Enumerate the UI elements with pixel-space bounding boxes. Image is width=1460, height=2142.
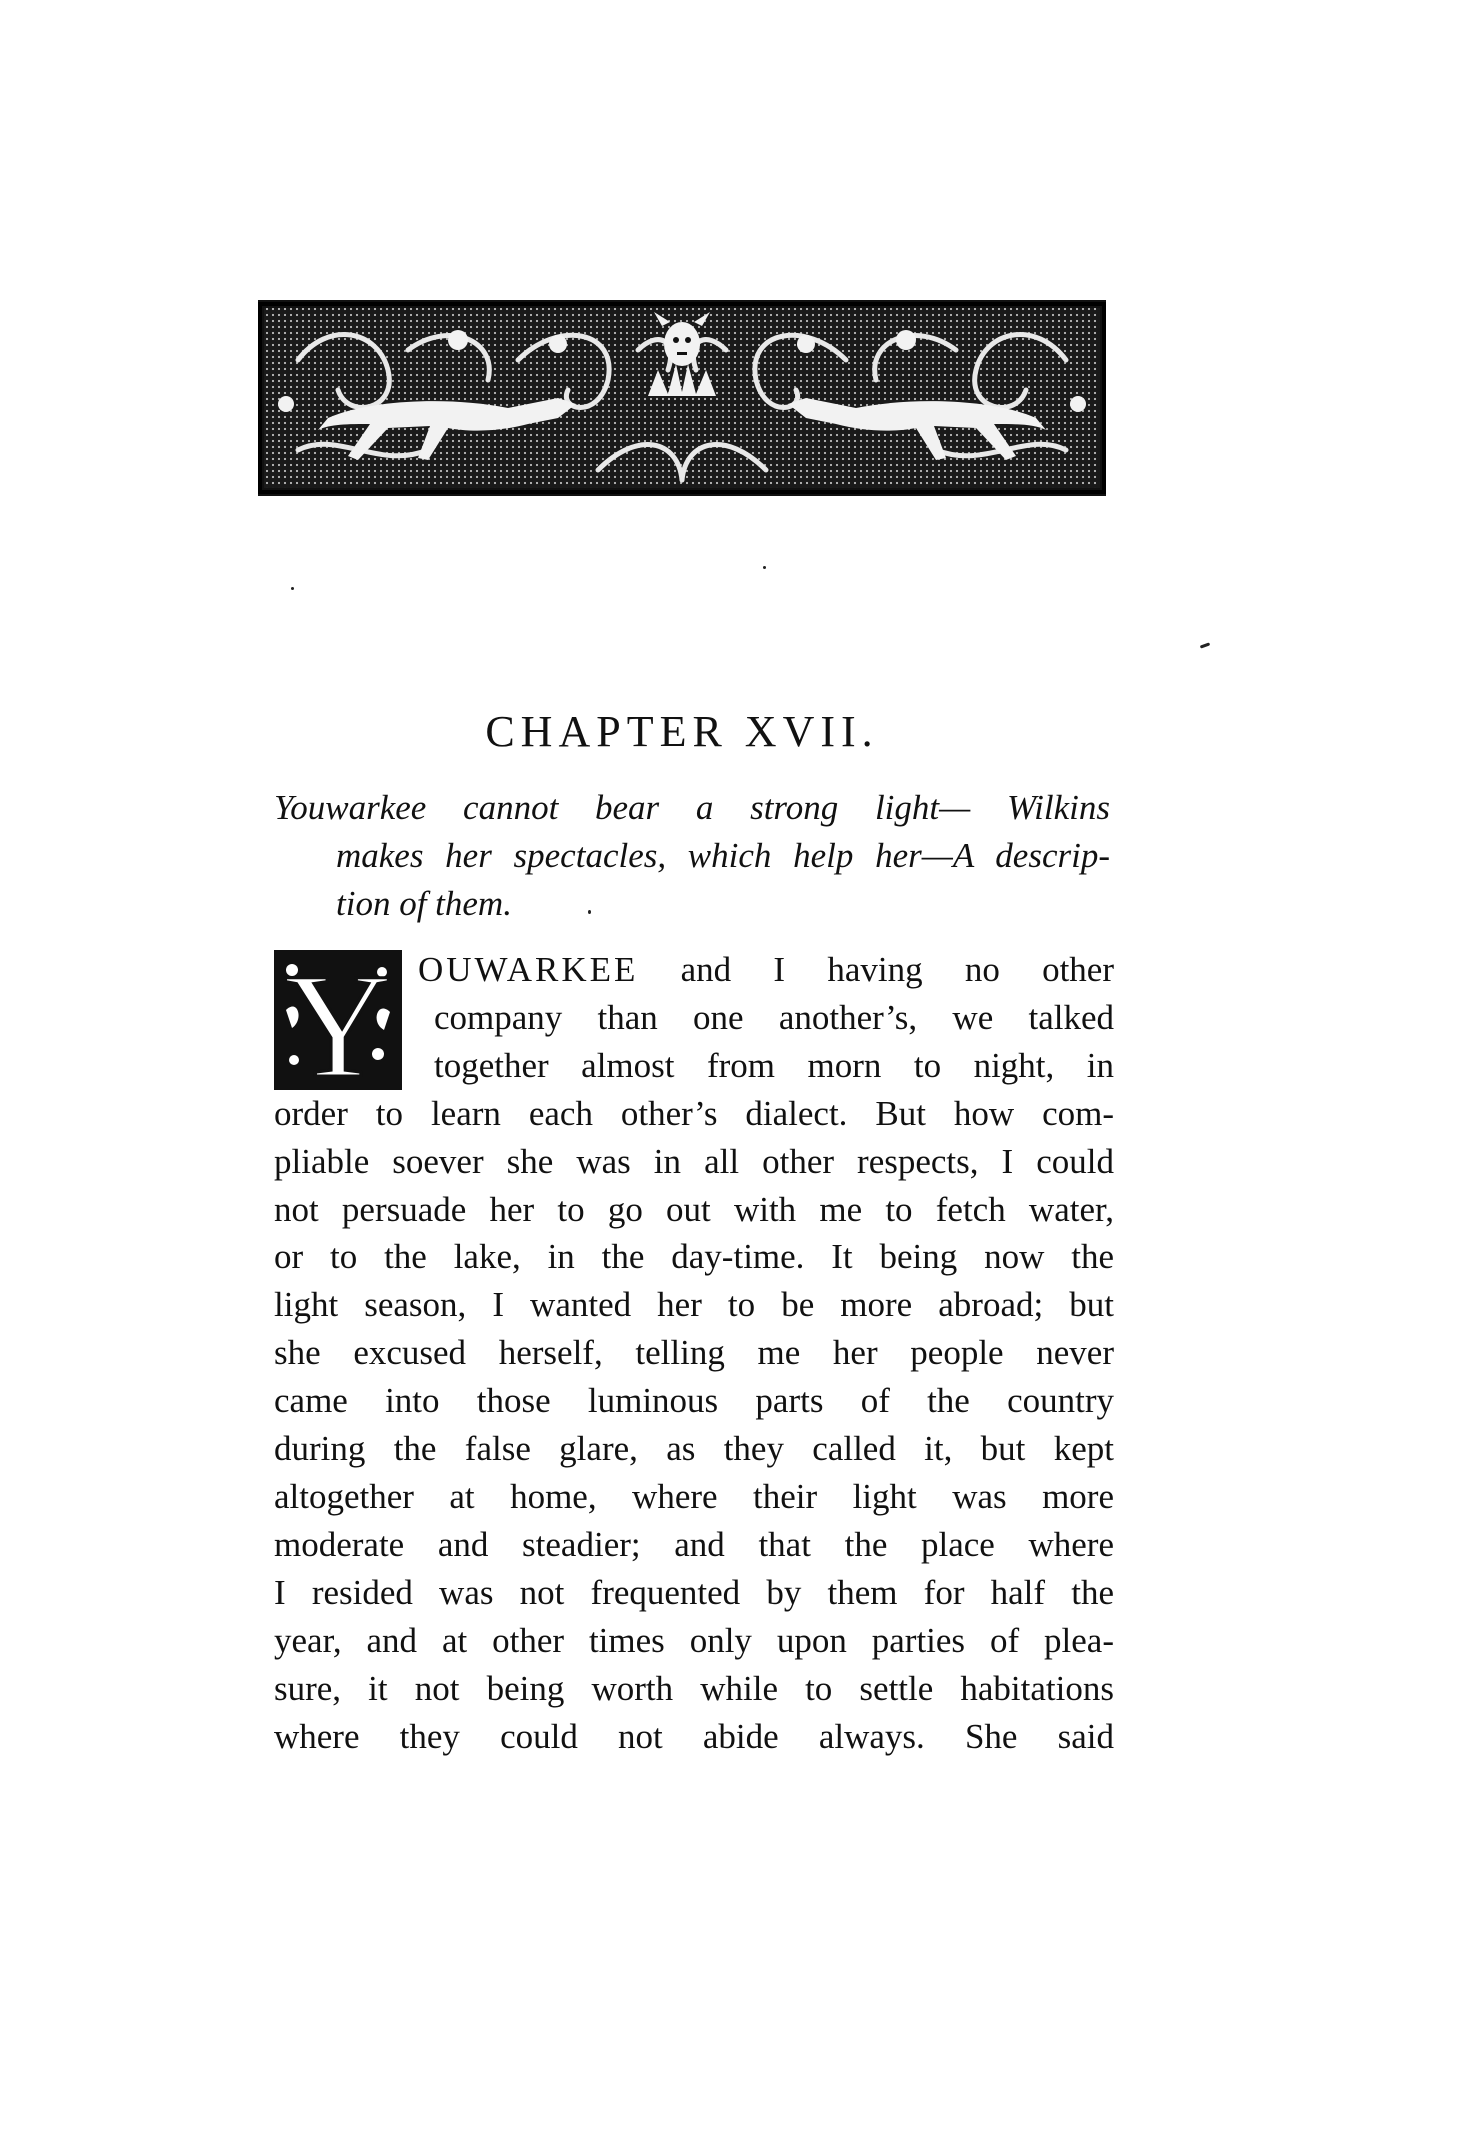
body-line: I resided was not frequented by them for half the [274, 1572, 1114, 1612]
body-line: moderate and steadier; and that the place where [274, 1524, 1114, 1564]
drop-cap-letter: Y [283, 950, 393, 1090]
page-speck [763, 566, 766, 569]
headpiece-icon [258, 300, 1106, 496]
body-line: sure, it not being worth while to settle habitations [274, 1668, 1114, 1708]
summary-line: tion of them. [336, 884, 512, 923]
body-line: order to learn each other’s dialect. But how com- [274, 1093, 1114, 1133]
body-line: year, and at other times only upon parties of plea- [274, 1620, 1114, 1660]
body-line: during the false glare, as they called it, but kept [274, 1429, 1114, 1469]
chapter-title: CHAPTER XVII. [485, 707, 879, 756]
body-line [274, 946, 1114, 994]
summary-line: Youwarkee cannot bear a strong light— Wilkins [274, 788, 1110, 827]
body-text [274, 946, 1114, 1760]
chapter-summary [274, 784, 1110, 928]
body-line: together almost from morn to night, in [434, 1045, 1114, 1085]
page-speck [291, 587, 294, 590]
body-line: where they could not abide always. She said [274, 1716, 1114, 1756]
summary-line: makes her spectacles, which help her—A descrip- [336, 836, 1110, 875]
body-line: pliable soever she was in all other respects, I could [274, 1141, 1114, 1181]
opening-word: OUWARKEE [418, 950, 639, 989]
body-line: altogether at home, where their light was more [274, 1476, 1114, 1516]
body-line: light season, I wanted her to be more abroad; but [274, 1285, 1114, 1325]
body-line: she excused herself, telling me her people never [274, 1333, 1114, 1373]
body-line: or to the lake, in the day-time. It being now the [274, 1237, 1114, 1277]
page-speck [1200, 642, 1210, 648]
body-line: came into those luminous parts of the country [274, 1381, 1114, 1421]
ornamental-headpiece [258, 300, 1106, 496]
opening-line-rest: and I having no other [680, 950, 1114, 989]
body-line: not persuade her to go out with me to fetch water, [274, 1189, 1114, 1229]
body-line: company than one another’s, we talked [434, 997, 1114, 1037]
